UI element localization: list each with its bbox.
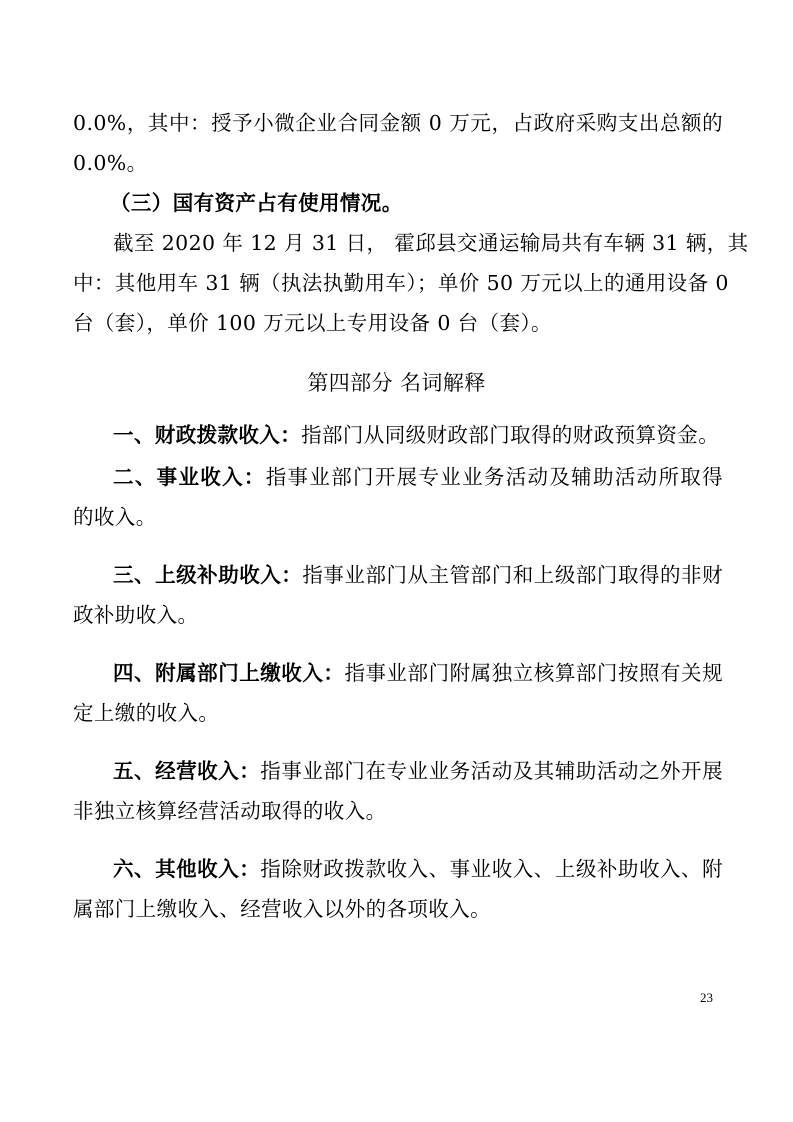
page-number: 23	[700, 990, 713, 1005]
term-definition: 指事业部门在专业业务活动及其辅助活动之外开展	[260, 759, 723, 783]
term-label: 一、财政拨款收入：	[113, 423, 302, 447]
term-definition: 指除财政拨款收入、事业收入、上级补助收入、附	[260, 857, 723, 881]
assets-paragraph-line-1: 截至 2020 年 12 月 31 日， 霍邱县交通运输局共有车辆 31 辆，其	[113, 231, 749, 255]
assets-paragraph-line-3: 台（套），单价 100 万元以上专用设备 0 台（套）。	[73, 311, 552, 335]
term-superior-subsidy	[113, 562, 723, 588]
term-affiliated-remittance-continuation: 定上缴的收入。	[73, 701, 220, 725]
term-definition: 指事业部门开展专业业务活动及辅助活动所取得	[265, 465, 723, 489]
term-operating-income	[113, 758, 723, 784]
term-other-income	[113, 856, 723, 882]
term-label: 六、其他收入：	[113, 857, 261, 881]
term-affiliated-remittance	[113, 660, 723, 686]
term-definition: 指事业部门附属独立核算部门按照有关规	[344, 661, 723, 685]
term-business-income-continuation: 的收入。	[73, 505, 157, 529]
term-label: 二、事业收入：	[113, 465, 266, 489]
term-label: 四、附属部门上缴收入：	[113, 661, 345, 685]
procurement-continuation-line: 0.0%，其中：授予小微企业合同金额 0 万元，占政府采购支出总额的	[73, 111, 723, 135]
term-business-income	[113, 464, 723, 490]
assets-paragraph-line-2: 中：其他用车 31 辆（执法执勤用车）；单价 50 万元以上的通用设备 0	[73, 271, 729, 295]
term-label: 三、上级补助收入：	[113, 563, 303, 587]
term-definition: 指事业部门从主管部门和上级部门取得的非财	[302, 563, 723, 587]
term-operating-income-continuation: 非独立核算经营活动取得的收入。	[73, 799, 387, 823]
part-four-title: 第四部分 名词解释	[307, 371, 486, 395]
term-definition: 指部门从同级财政部门取得的财政预算资金。	[301, 423, 720, 447]
term-other-income-continuation: 属部门上缴收入、经营收入以外的各项收入。	[73, 897, 491, 921]
term-fiscal-appropriation	[113, 422, 723, 448]
term-superior-subsidy-continuation: 政补助收入。	[73, 603, 199, 627]
procurement-continuation-end: 0.0%。	[73, 151, 148, 175]
term-label: 五、经营收入：	[113, 759, 261, 783]
state-assets-subheading: （三）国有资产占有使用情况。	[110, 191, 403, 215]
